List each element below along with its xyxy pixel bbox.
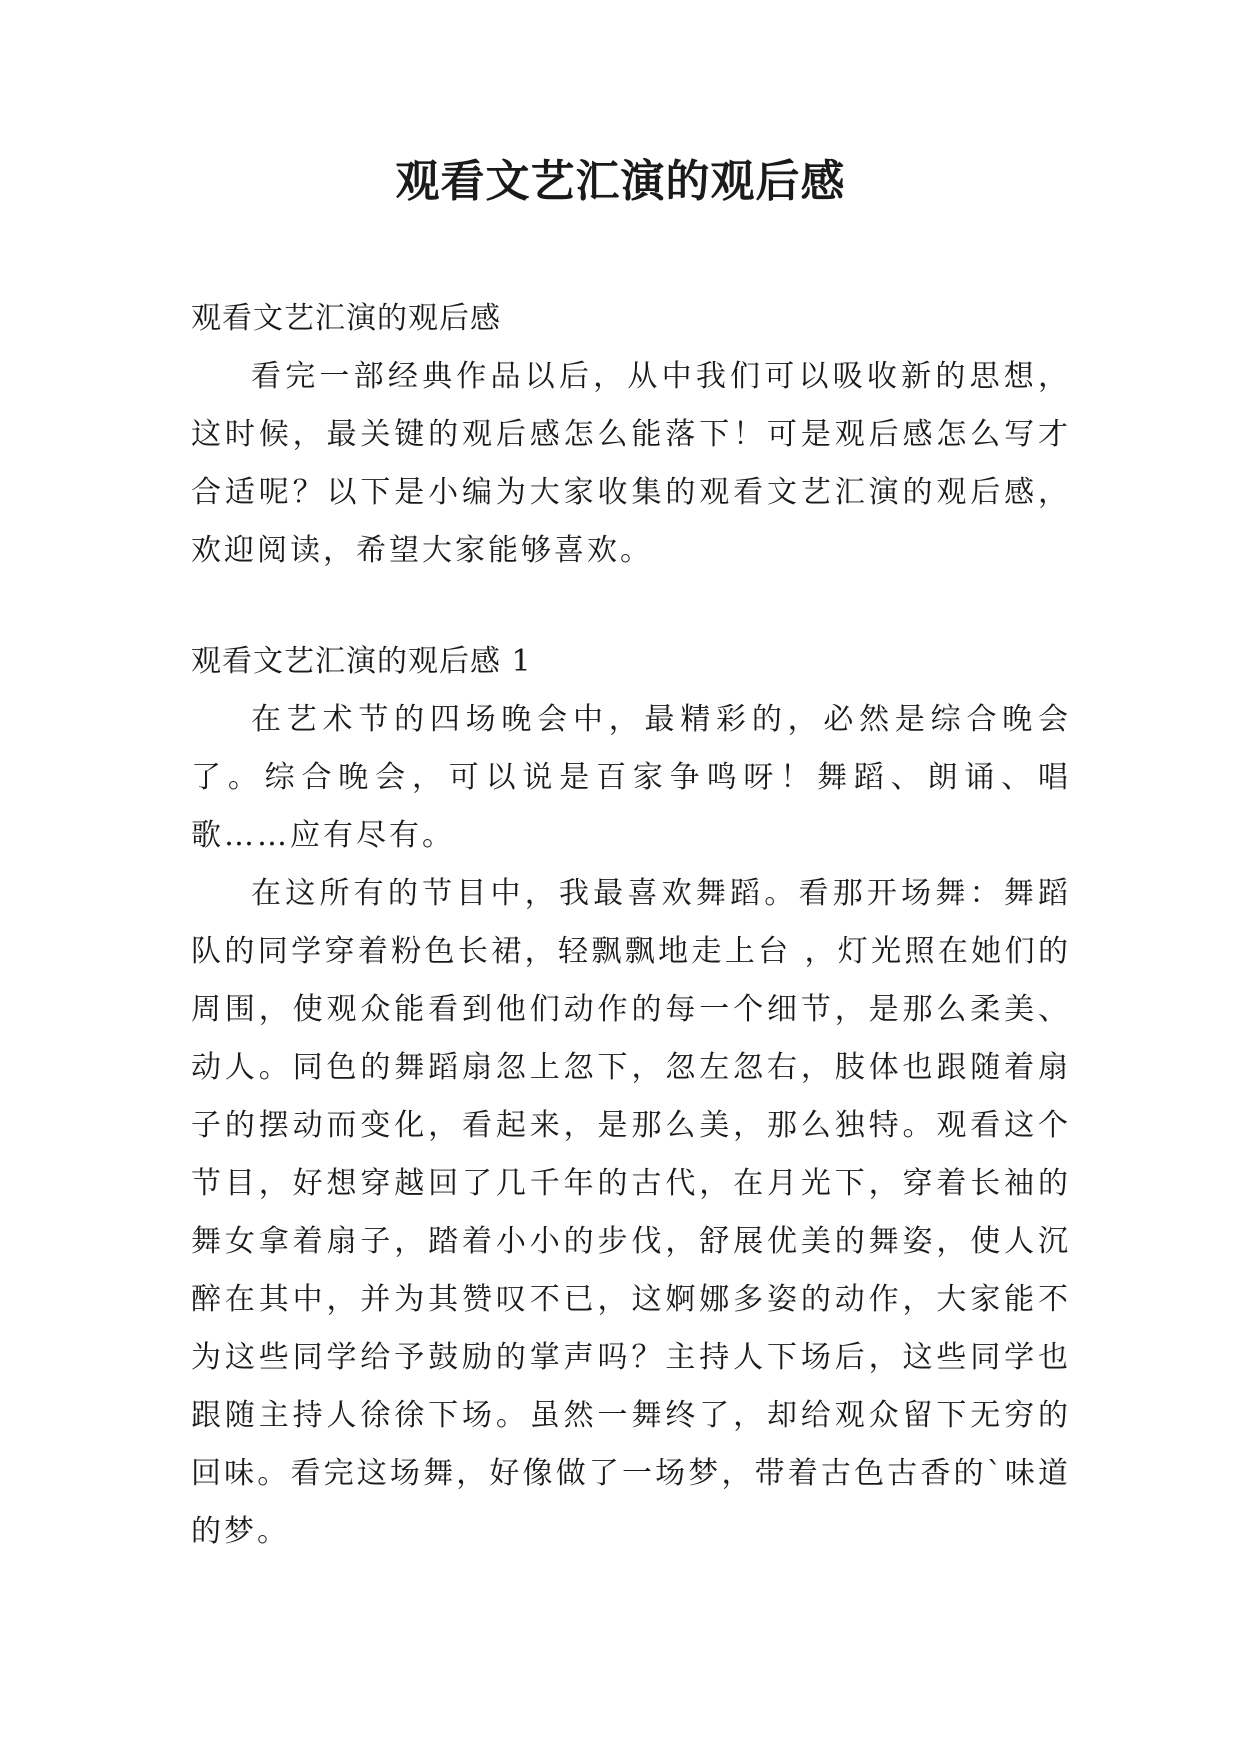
section1-paragraph: 在艺术节的四场晚会中，最精彩的，必然是综合晚会了。综合晚会，可以说是百家争鸣呀！舞蹈、朗诵、唱歌……应有尽有。 [191,702,1071,853]
page-title: 观看文艺汇演的观后感 [395,156,846,207]
intro-block [191,348,1071,580]
section1-paragraph: 在这所有的节目中，我最喜欢舞蹈。看那开场舞：舞蹈队的同学穿着粉色长裙，轻飘飘地走上台 ，灯光照在她们的周围，使观众能看到他们动作的每一个细节，是那么柔美、动人。同色的舞蹈扇忽上忽下，忽左忽右，肢体也跟随着扇子的摆动而变化，看起来，是那么美，那么独特。观看这个节目，好想穿越回了几千年的古代，在月光下，穿着长袖的舞女拿着扇子，踏着小小的步伐，舒展优美的舞姿，使人沉醉在其中，并为其赞叹不已，这婀娜多姿的动作，大家能不为这些同学给予鼓励的掌声吗？主持人下场后，这些同学也跟随主持人徐徐下场。虽然一舞终了，却给观众留下无穷的回味。看完这场舞，好像做了一场梦，带着古色古香的`味道的梦。 [191,876,1071,1549]
section1-heading: 观看文艺汇演的观后感 1 [191,644,532,679]
intro-paragraph: 看完一部经典作品以后，从中我们可以吸收新的思想，这时候，最关键的观后感怎么能落下！可是观后感怎么写才合适呢？以下是小编为大家收集的观看文艺汇演的观后感，欢迎阅读，希望大家能够喜欢。 [191,359,1071,568]
intro-heading: 观看文艺汇演的观后感 [191,301,501,336]
section1-block [191,691,1071,1561]
